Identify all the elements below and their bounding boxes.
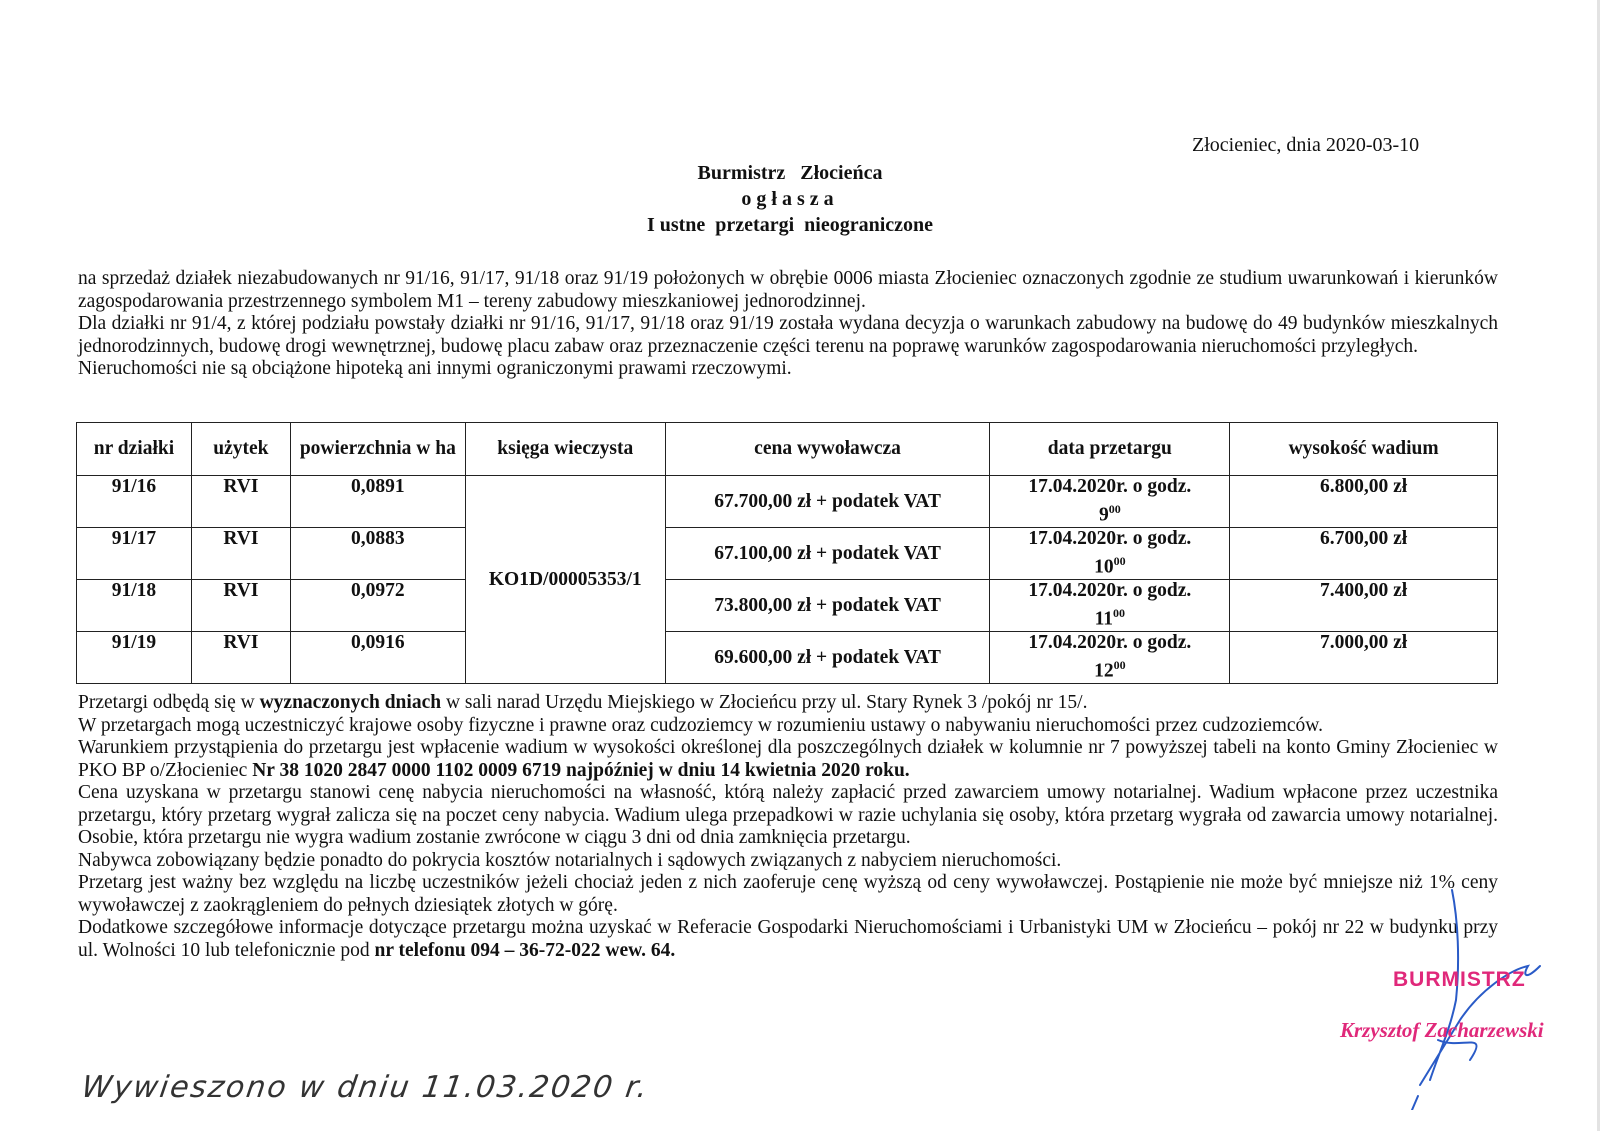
- auction-minutes: 00: [1113, 606, 1126, 620]
- auction-hour: 11: [1094, 608, 1114, 630]
- heading-announces: ogłasza: [741, 188, 839, 210]
- column-header: użytek: [191, 423, 290, 476]
- auction-date-text: 17.04.2020r. o godz.: [1028, 528, 1192, 549]
- terms-text: Przetargi odbędą się w: [78, 692, 260, 713]
- auction-date: [990, 580, 1230, 632]
- column-header: wysokość wadium: [1230, 423, 1498, 476]
- announcement-heading: [560, 160, 1020, 238]
- column-header: nr działki: [77, 423, 192, 476]
- deposit-amount: 6.700,00 zł: [1230, 528, 1498, 580]
- auction-minutes: 00: [1113, 554, 1126, 568]
- deposit-amount: 7.400,00 zł: [1230, 580, 1498, 632]
- terms-paragraph: [78, 737, 1498, 782]
- intro-paragraph: na sprzedaż działek niezabudowanych nr 91/16, 91/17, 91/18 oraz 91/19 położonych w obrębie 0006 miasta Złocieniec oznaczonych zgodnie ze studium uwarunkowań i kierunków zagospodarowania przestrzennego symbolem M1 – tereny zabudowy mieszkaniowej jednorodzinnej.: [78, 268, 1498, 312]
- terms-paragraph: Cena uzyskana w przetargu stanowi cenę nabycia nieruchomości na własność, którą należy zapłacić przed zawarciem umowy notarialnej. Wadium wpłacone przez uczestnika przetargu, który przetarg wygrał zalicza się na poczet ceny nabycia. Wadium ulega przepadkowi w razie uchylania się osoby, która przetarg wygrała od zawarcia umowy notarialnej. Osobie, która przetargu nie wygra wadium zostanie zwrócone w ciągu 3 dni od dnia zamknięcia przetargu.: [78, 782, 1498, 848]
- plot-area: 0,0883: [290, 528, 465, 580]
- date-line: Złocieniec, dnia 2020-03-10: [1192, 134, 1420, 156]
- handwritten-posting-note: Wywieszono w dniu 11.03.2020 r.: [79, 1070, 652, 1105]
- terms-text: Dodatkowe szczegółowe informacje dotyczące przetargu można uzyskać w Referacie Gospodarki Nieruchomościami i Urbanistyki UM w Złocieńcu – pokój nr 22 w budynku przy ul. Wolności 10 lub telefonicznie pod: [78, 917, 1498, 961]
- plot-area: 0,0891: [290, 476, 465, 528]
- plot-area: 0,0916: [290, 632, 465, 684]
- auction-hour: 10: [1094, 556, 1114, 578]
- auction-date: [990, 528, 1230, 580]
- table-header-row: [77, 423, 1498, 476]
- land-register-number: KO1D/00005353/1: [465, 476, 665, 684]
- plot-number: 91/19: [77, 632, 192, 684]
- auction-minutes: 00: [1108, 502, 1121, 516]
- column-header: księga wieczysta: [465, 423, 665, 476]
- table-row: [77, 476, 1498, 528]
- terms-paragraph: [78, 917, 1498, 962]
- starting-price: 67.700,00 zł + podatek VAT: [665, 476, 990, 528]
- starting-price: 73.800,00 zł + podatek VAT: [665, 580, 990, 632]
- column-header: powierzchnia w ha: [290, 423, 465, 476]
- land-use: RVI: [191, 528, 290, 580]
- deposit-amount: 6.800,00 zł: [1230, 476, 1498, 528]
- terms-paragraph: W przetargach mogą uczestniczyć krajowe osoby fizyczne i prawne oraz cudzoziemcy w rozumieniu ustawy o nabywaniu nieruchomości przez cudzoziemców.: [78, 714, 1323, 736]
- auction-date-text: 17.04.2020r. o godz.: [1028, 580, 1192, 601]
- intro-paragraph: Dla działki nr 91/4, z której podziału powstały działki nr 91/16, 91/17, 91/18 oraz 91/19 została wydana decyzja o warunkach zabudowy na budowę do 49 budynków mieszkalnych jednorodzinnych, budowę drogi wewnętrznej, budowę placu zabaw oraz przeznaczenie części terenu na poprawę warunków zagospodarowania nieruchomości przyległych.: [78, 313, 1498, 357]
- table-row: [77, 580, 1498, 632]
- phone-number: nr telefonu 094 – 36-72-022 wew. 64.: [374, 939, 676, 961]
- land-use: RVI: [191, 476, 290, 528]
- deposit-amount: 7.000,00 zł: [1230, 632, 1498, 684]
- intro-text: [78, 268, 1498, 381]
- heading-authority: Burmistrz Złocieńca: [697, 162, 883, 184]
- plots-table: [76, 422, 1498, 684]
- plot-number: 91/16: [77, 476, 192, 528]
- auction-hour: 9: [1098, 504, 1109, 526]
- column-header: data przetargu: [990, 423, 1230, 476]
- starting-price: 69.600,00 zł + podatek VAT: [665, 632, 990, 684]
- heading-subject: I ustne przetargi nieograniczone: [646, 214, 934, 236]
- signature-icon: [1400, 880, 1560, 1110]
- intro-paragraph: Nieruchomości nie są obciążone hipoteką ani innymi ograniczonymi prawami rzeczowymi.: [78, 358, 792, 379]
- terms-text: w sali narad Urzędu Miejskiego w Złocieńcu przy ul. Stary Rynek 3 /pokój nr 15/.: [441, 692, 1088, 713]
- terms-paragraph: Nabywca zobowiązany będzie ponadto do pokrycia kosztów notarialnych i sądowych związanych z nabyciem nieruchomości.: [78, 849, 1062, 871]
- bank-account: Nr 38 1020 2847 0000 1102 0009 6719 najpóźniej w dniu 14 kwietnia 2020 roku.: [252, 759, 910, 781]
- starting-price: 67.100,00 zł + podatek VAT: [665, 528, 990, 580]
- plot-area: 0,0972: [290, 580, 465, 632]
- column-header: cena wywoławcza: [665, 423, 990, 476]
- auction-hour: 12: [1094, 660, 1114, 682]
- auction-date: [990, 632, 1230, 684]
- auction-date-text: 17.04.2020r. o godz.: [1028, 476, 1192, 497]
- terms-paragraph: [78, 692, 1498, 715]
- auction-date: [990, 476, 1230, 528]
- auction-minutes: 00: [1113, 658, 1126, 672]
- land-use: RVI: [191, 580, 290, 632]
- table-row: [77, 632, 1498, 684]
- auction-terms: [78, 692, 1498, 962]
- plot-number: 91/18: [77, 580, 192, 632]
- stamp-title: BURMISTRZ: [1393, 968, 1526, 991]
- auction-date-text: 17.04.2020r. o godz.: [1028, 632, 1192, 653]
- terms-paragraph: Przetarg jest ważny bez względu na liczbę uczestników jeżeli chociaż jeden z nich zaoferuje cenę wyższą od ceny wywoławczej. Postąpienie nie może być mniejsze niż 1% ceny wywoławczej z zaokrągleniem do pełnych dziesiątek złotych w górę.: [78, 872, 1498, 916]
- terms-text: Warunkiem przystąpienia do przetargu jest wpłacenie wadium w wysokości określonej dla poszczególnych działek w kolumnie nr 7 powyższej tabeli na konto Gminy Złocieniec w PKO BP o/Złocieniec: [78, 737, 1498, 781]
- plot-number: 91/17: [77, 528, 192, 580]
- land-use: RVI: [191, 632, 290, 684]
- table-row: [77, 528, 1498, 580]
- stamp-name: Krzysztof Zacharzewski: [1340, 1018, 1544, 1042]
- terms-emphasis: wyznaczonych dniach: [259, 692, 442, 713]
